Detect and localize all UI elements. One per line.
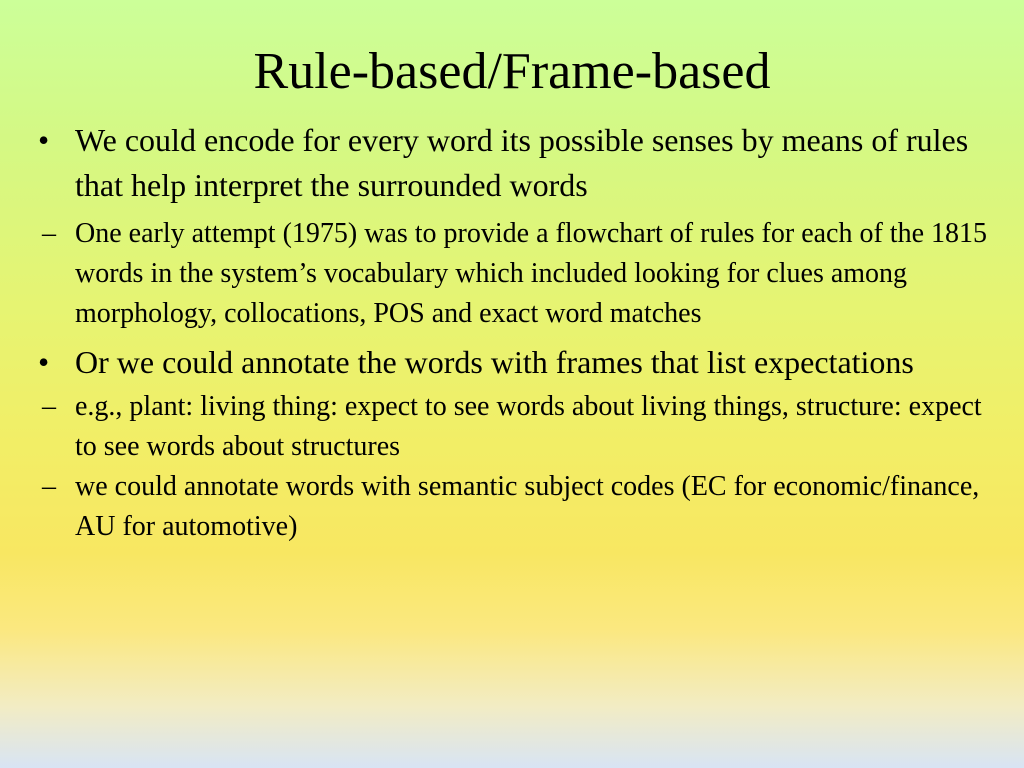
bullet-text: Or we could annotate the words with frames that list expectations [75,344,914,380]
sub-bullet-item [30,214,990,334]
bullet-icon: • [38,344,50,380]
bullet-item [0,387,990,547]
bullet-text: We could encode for every word its possible senses by means of rules that help interpret the surrounded words [75,122,969,203]
sub-bullet-text: e.g., plant: living thing: expect to see words about living things, structure: expect to see words about structures [75,391,982,462]
dash-icon: – [42,218,56,249]
bullet-icon: • [38,122,50,158]
sub-bullet-list [0,214,990,334]
bullet-list [30,118,990,553]
sub-bullet-item [30,387,990,467]
sub-bullet-item [30,467,990,547]
sub-bullet-list [0,387,990,547]
bullet-item [30,118,990,208]
bullet-item [0,214,990,334]
dash-icon: – [42,471,56,502]
dash-icon: – [42,391,56,422]
slide-title: Rule-based/Frame-based [253,43,771,100]
sub-bullet-text: One early attempt (1975) was to provide a flowchart of rules for each of the 1815 words in the system’s vocabulary which included looking for clues among morphology, collocations, POS and exact word matches [75,218,988,329]
sub-bullet-text: we could annotate words with semantic subject codes (EC for economic/finance, AU for automotive) [75,471,980,542]
bullet-item [30,340,990,385]
